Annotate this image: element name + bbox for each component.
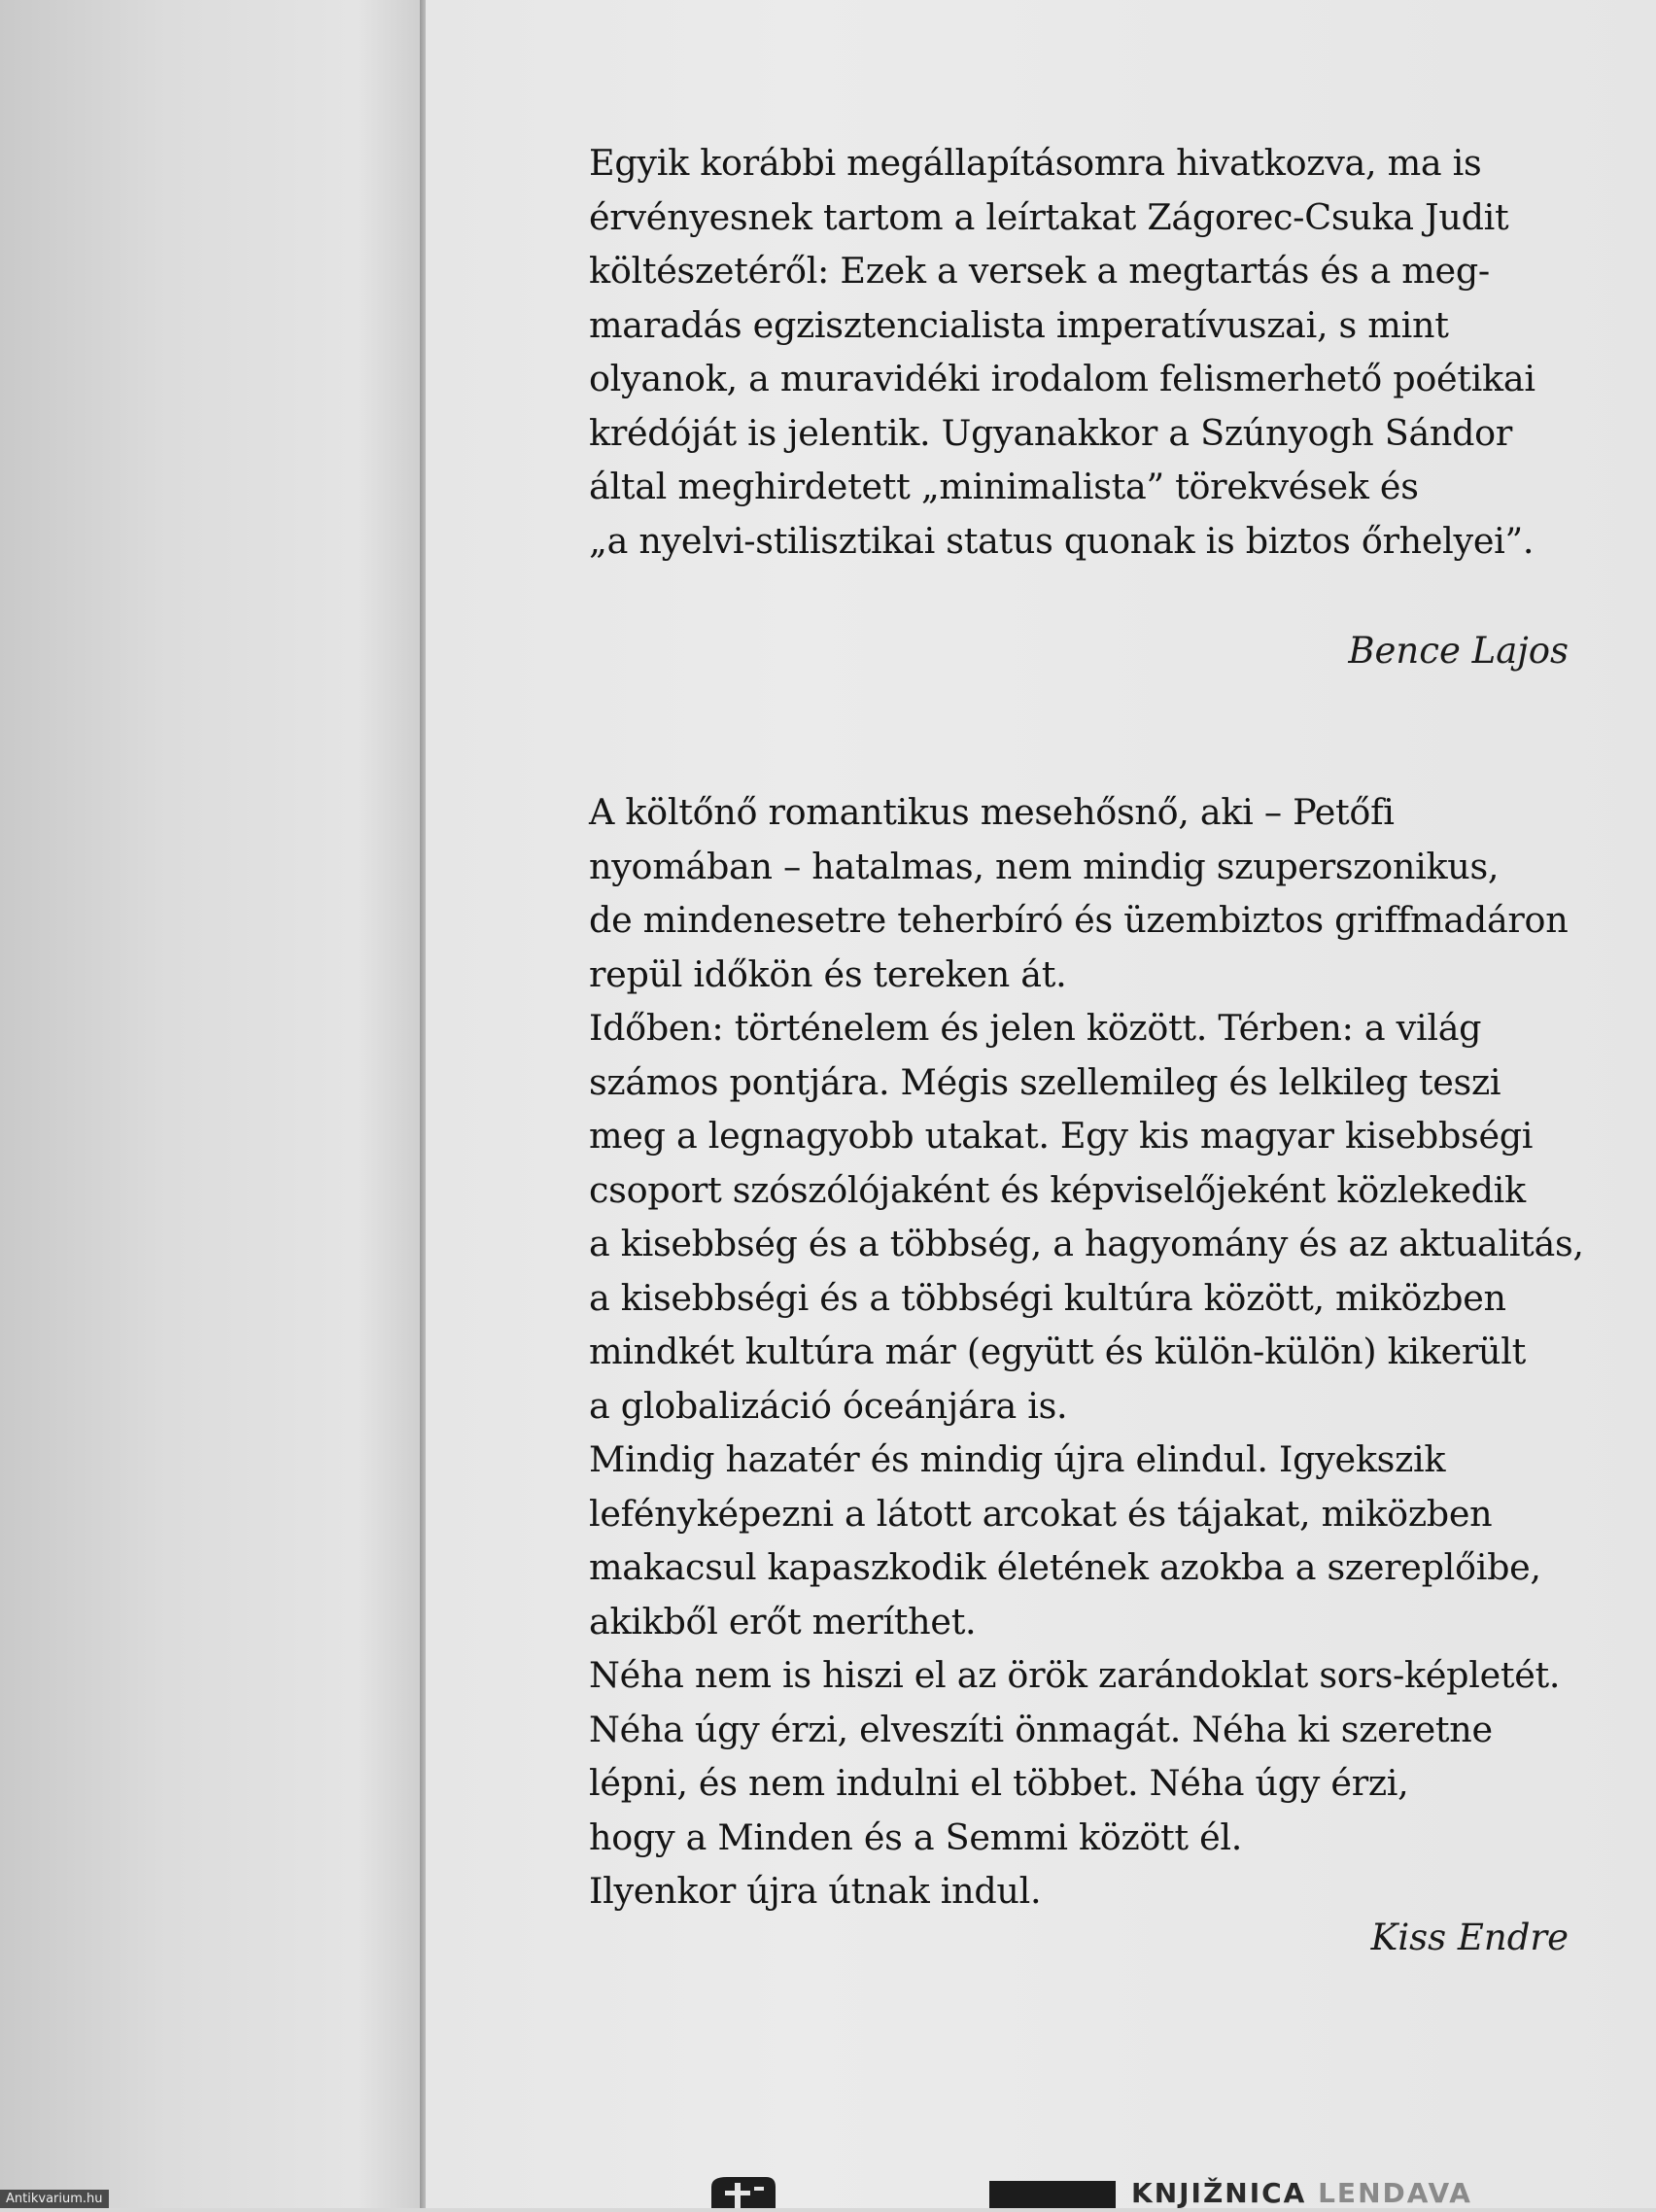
- text-line: lépni, és nem indulni el többet. Néha úgy érzi,: [589, 1762, 1409, 1804]
- left-page: [0, 0, 420, 2208]
- publisher-emblem-icon: [698, 2173, 785, 2208]
- quote-paragraph-2: [589, 785, 1584, 1918]
- text-line: mindkét kultúra már (együtt és külön-külön) kikerült: [589, 1331, 1527, 1372]
- text-line: meg a legnagyobb utakat. Egy kis magyar kisebbségi: [589, 1115, 1534, 1157]
- text-line: a kisebbség és a többség, a hagyomány és az aktualitás,: [589, 1223, 1584, 1264]
- text-line: nyomában – hatalmas, nem mindig szuperszonikus,: [589, 845, 1500, 887]
- quote-author-1: Bence Lajos: [1348, 630, 1569, 672]
- text-line: csoport szószólójaként és képviselőjeként közlekedik: [589, 1168, 1526, 1211]
- text-line: krédóját is jelentik. Ugyanakkor a Szúnyogh Sándor: [589, 411, 1513, 454]
- text-line: repül időkön és tereken át.: [589, 952, 1067, 995]
- library-logo-text-dark: KNJIŽNICA: [1131, 2177, 1307, 2209]
- watermark: Antikvarium.hu: [0, 2190, 109, 2208]
- library-logo-text: [1131, 2177, 1472, 2209]
- quote-paragraph-1: [589, 136, 1570, 568]
- text-line: maradás egzisztencialista imperatívuszai, s mint: [589, 303, 1449, 346]
- quote-author-2: Kiss Endre: [1370, 1917, 1569, 1958]
- text-line: „a nyelvi-stilisztikai status quonak is biztos őrhelyei”.: [589, 519, 1535, 562]
- text-line: által meghirdetett „minimalista” törekvések és: [589, 466, 1419, 507]
- library-logo-mark: [989, 2181, 1116, 2208]
- text-line: de mindenesetre teherbíró és üzembiztos griffmadáron: [589, 899, 1569, 941]
- library-logo-text-light: LENDAVA: [1318, 2177, 1472, 2209]
- text-line: olyanok, a muravidéki irodalom felismerhető poétikai: [589, 358, 1535, 399]
- text-line: költészetéről: Ezek a versek a megtartás és a meg-: [589, 250, 1490, 292]
- text-line: Időben: történelem és jelen között. Térben: a világ: [589, 1007, 1482, 1049]
- text-line: Mindig hazatér és mindig újra elindul. Igyekszik: [589, 1438, 1446, 1480]
- text-line: akikből erőt meríthet.: [589, 1600, 977, 1642]
- text-line: makacsul kapaszkodik életének azokba a szereplőibe,: [589, 1546, 1541, 1588]
- text-line: érvényesnek tartom a leírtakat Zágorec-Csuka Judit: [589, 195, 1509, 238]
- text-line: Egyik korábbi megállapításomra hivatkozva, ma is: [589, 142, 1482, 184]
- text-line: hogy a Minden és a Semmi között él.: [589, 1815, 1243, 1858]
- text-line: Ilyenkor újra útnak indul.: [589, 1870, 1042, 1912]
- text-line: Néha nem is hiszi el az örök zarándoklat sors-képletét.: [589, 1654, 1561, 1696]
- library-logo: [989, 2177, 1472, 2209]
- text-line: Néha úgy érzi, elveszíti önmagát. Néha ki szeretne: [589, 1708, 1493, 1750]
- text-line: a kisebbségi és a többségi kultúra között, miközben: [589, 1276, 1506, 1319]
- text-line: számos pontjára. Mégis szellemileg és lelkileg teszi: [589, 1060, 1501, 1103]
- text-line: a globalizáció óceánjára is.: [589, 1384, 1068, 1427]
- text-line: lefényképezni a látott arcokat és tájakat, miközben: [589, 1492, 1493, 1535]
- text-line: A költőnő romantikus mesehősnő, aki – Petőfi: [589, 791, 1395, 833]
